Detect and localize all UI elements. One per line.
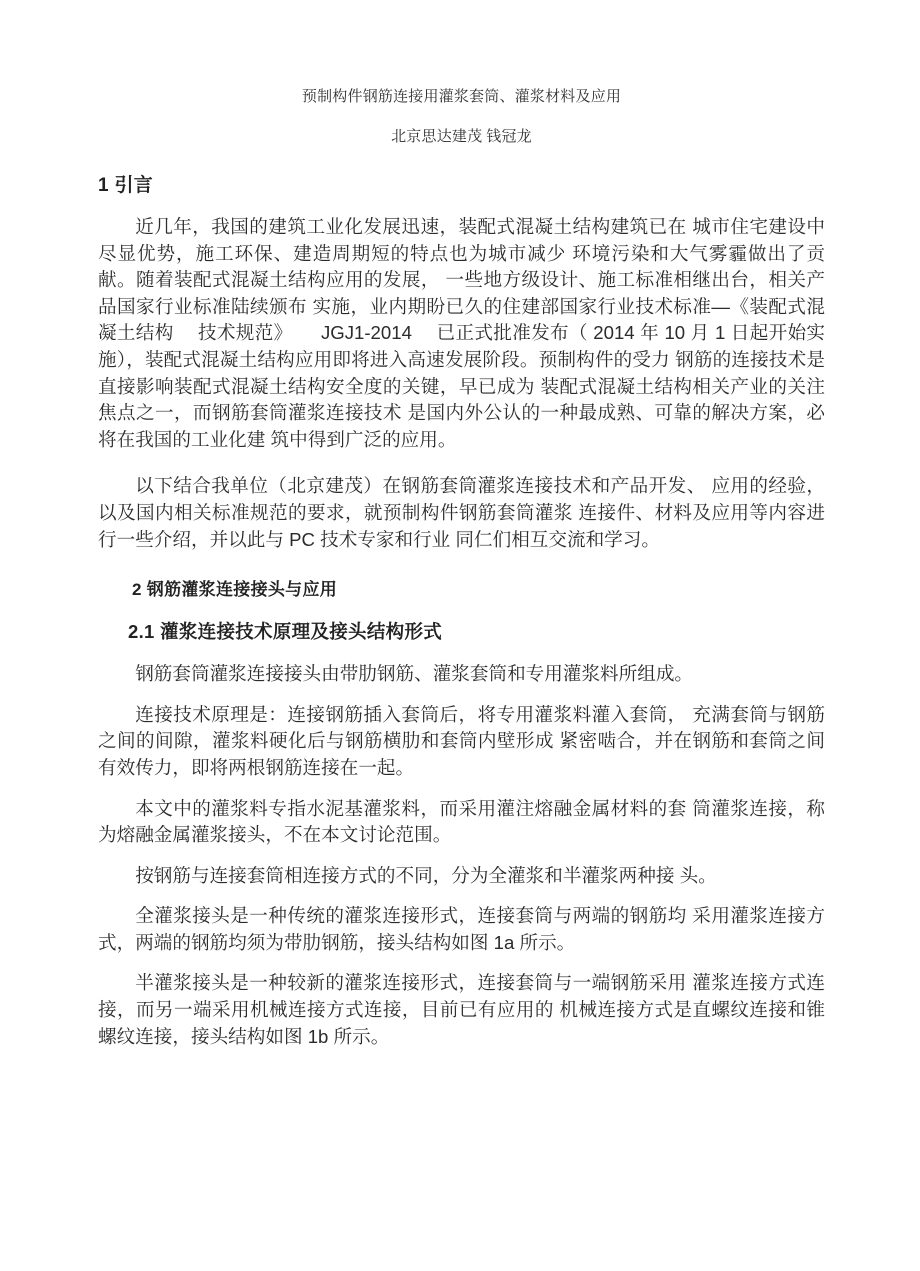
paragraph-introduction-1: 近几年，我国的建筑工业化发展迅速，装配式混凝土结构建筑已在 城市住宅建设中尽显优势，施工环保、建造周期短的特点也为城市减少 环境污染和大气雾霾做出了贡献。随着装配式混凝土结构应用的发展， 一些地方级设计、施工标准相继出台，相关产品国家行业标准陆续颁布 实施，业内期盼已久的住建部国家行业技术标准—《装配式混凝土结构 技术规范》 JGJ1-2014 已正式批准发布（ 2014 年 10 月 1 日起开始实 施），装配式混凝土结构应用即将进入高速发展阶段。预制构件的受力 钢筋的连接技术是直接影响装配式混凝土结构安全度的关键，早已成为 装配式混凝土结构相关产业的关注焦点之一，而钢筋套筒灌浆连接技术 是国内外公认的一种最成熟、可靠的解决方案，必将在我国的工业化建 筑中得到广泛的应用。 xyxy=(98,216,825,450)
section-heading-1: 1 引言 xyxy=(98,175,154,196)
document-title: 预制构件钢筋连接用灌浆套筒、灌浆材料及应用 xyxy=(301,89,622,105)
paragraph-grout-material-scope: 本文中的灌浆料专指水泥基灌浆料，而采用灌注熔融金属材料的套 筒灌浆连接，称为熔融金属灌浆接头，不在本文讨论范围。 xyxy=(98,797,825,846)
paragraph-full-grouted-joint: 全灌浆接头是一种传统的灌浆连接形式，连接套筒与两端的钢筋均 采用灌浆连接方式，两端的钢筋均须为带肋钢筋，接头结构如图 1a 所示。 xyxy=(98,905,825,953)
section-heading-2-1: 2.1 灌浆连接技术原理及接头结构形式 xyxy=(128,621,443,643)
paragraph-technical-principle: 连接技术原理是：连接钢筋插入套筒后，将专用灌浆料灌入套筒， 充满套筒与钢筋之间的间隙，灌浆料硬化后与钢筋横肋和套筒内壁形成 紧密啮合，并在钢筋和套筒之间有效传力，即将两根钢筋连接在一起。 xyxy=(98,703,825,778)
paragraph-joint-composition: 钢筋套筒灌浆连接接头由带肋钢筋、灌浆套筒和专用灌浆料所组成。 xyxy=(135,663,694,685)
paragraph-half-grouted-joint: 半灌浆接头是一种较新的灌浆连接形式，连接套筒与一端钢筋采用 灌浆连接方式连接，而另一端采用机械连接方式连接，目前已有应用的 机械连接方式是直螺纹连接和锥螺纹连接，接头结构如图 1b 所示。 xyxy=(98,972,825,1047)
paragraph-introduction-2: 以下结合我单位（北京建茂）在钢筋套筒灌浆连接技术和产品开发、 应用的经验，以及国内相关标准规范的要求，就预制构件钢筋套筒灌浆 连接件、材料及应用等内容进行一些介绍，并以此与 PC 技术专家和行业 同仁们相互交流和学习。 xyxy=(98,475,825,550)
document-byline: 北京思达建茂 钱冠龙 xyxy=(391,129,532,145)
document-masthead xyxy=(98,0,825,147)
section-heading-2: 2 钢筋灌浆连接接头与应用 xyxy=(132,580,338,600)
paragraph-joint-types: 按钢筋与连接套筒相连接方式的不同，分为全灌浆和半灌浆两种接 头。 xyxy=(135,864,717,886)
